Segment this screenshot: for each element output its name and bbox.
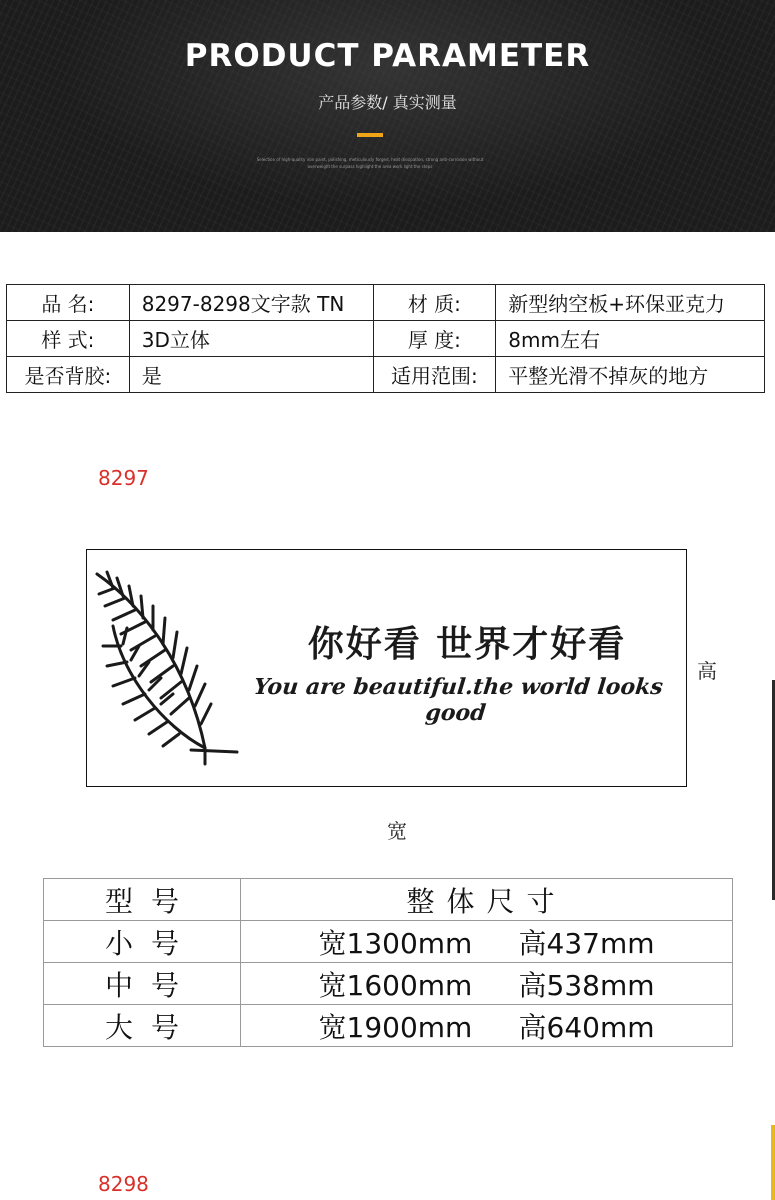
size-name: 中号 <box>44 963 241 1005</box>
table-row <box>7 285 765 321</box>
table-row <box>44 1005 733 1047</box>
param-value: 8297-8298文字款 TN <box>129 285 373 321</box>
banner-subtitle: 产品参数/ 真实测量 <box>318 93 457 112</box>
param-label: 是否背胶: <box>7 357 130 393</box>
table-row <box>44 879 733 921</box>
param-label: 样 式: <box>7 321 130 357</box>
table-row <box>7 357 765 393</box>
model-number-label: 8297 <box>98 466 149 490</box>
size-header-dims: 整体尺寸 <box>241 879 733 921</box>
param-value: 平整光滑不掉灰的地方 <box>496 357 765 393</box>
size-dims <box>241 1005 733 1047</box>
size-dims <box>241 963 733 1005</box>
param-label: 适用范围: <box>373 357 496 393</box>
param-label: 材 质: <box>373 285 496 321</box>
slogan-chinese: 你好看 世界才好看 <box>307 623 627 665</box>
param-value: 8mm左右 <box>496 321 765 357</box>
table-row <box>44 963 733 1005</box>
header-banner <box>0 0 775 232</box>
fine-print-line-2: overweight the surpass highlight the area work light the steps <box>307 164 433 169</box>
width-label: 宽 <box>387 819 407 843</box>
model-number-label: 8298 <box>98 1172 149 1196</box>
size-name: 大号 <box>44 1005 241 1047</box>
parameter-table <box>6 284 765 393</box>
slogan-english: You are beautiful.the world looks good <box>252 674 665 726</box>
banner-fine-print <box>230 156 510 170</box>
size-height: 高437mm <box>518 926 655 960</box>
table-row <box>7 321 765 357</box>
leaf-icon <box>93 566 243 766</box>
size-width: 宽1600mm <box>318 968 473 1002</box>
param-value: 是 <box>129 357 373 393</box>
size-height: 高640mm <box>518 1010 655 1044</box>
fine-print-line-1: Selection of high-quality iron paint, polishing, meticulously forged, heat dissipation, strong anti-corrosion without <box>256 157 484 162</box>
size-height: 高538mm <box>518 968 655 1002</box>
table-row <box>44 921 733 963</box>
param-label: 厚 度: <box>373 321 496 357</box>
size-header-name: 型号 <box>44 879 241 921</box>
param-value: 新型纳空板+环保亚克力 <box>496 285 765 321</box>
size-name: 小号 <box>44 921 241 963</box>
banner-title: PRODUCT PARAMETER <box>184 38 591 74</box>
size-dims <box>241 921 733 963</box>
edge-marker <box>771 1125 775 1200</box>
accent-bar <box>357 133 383 137</box>
param-label: 品 名: <box>7 285 130 321</box>
size-width: 宽1900mm <box>318 1010 473 1044</box>
product-preview <box>86 549 687 787</box>
size-width: 宽1300mm <box>318 926 473 960</box>
size-table <box>43 878 733 1047</box>
height-label: 高 <box>697 659 717 683</box>
param-value: 3D立体 <box>129 321 373 357</box>
